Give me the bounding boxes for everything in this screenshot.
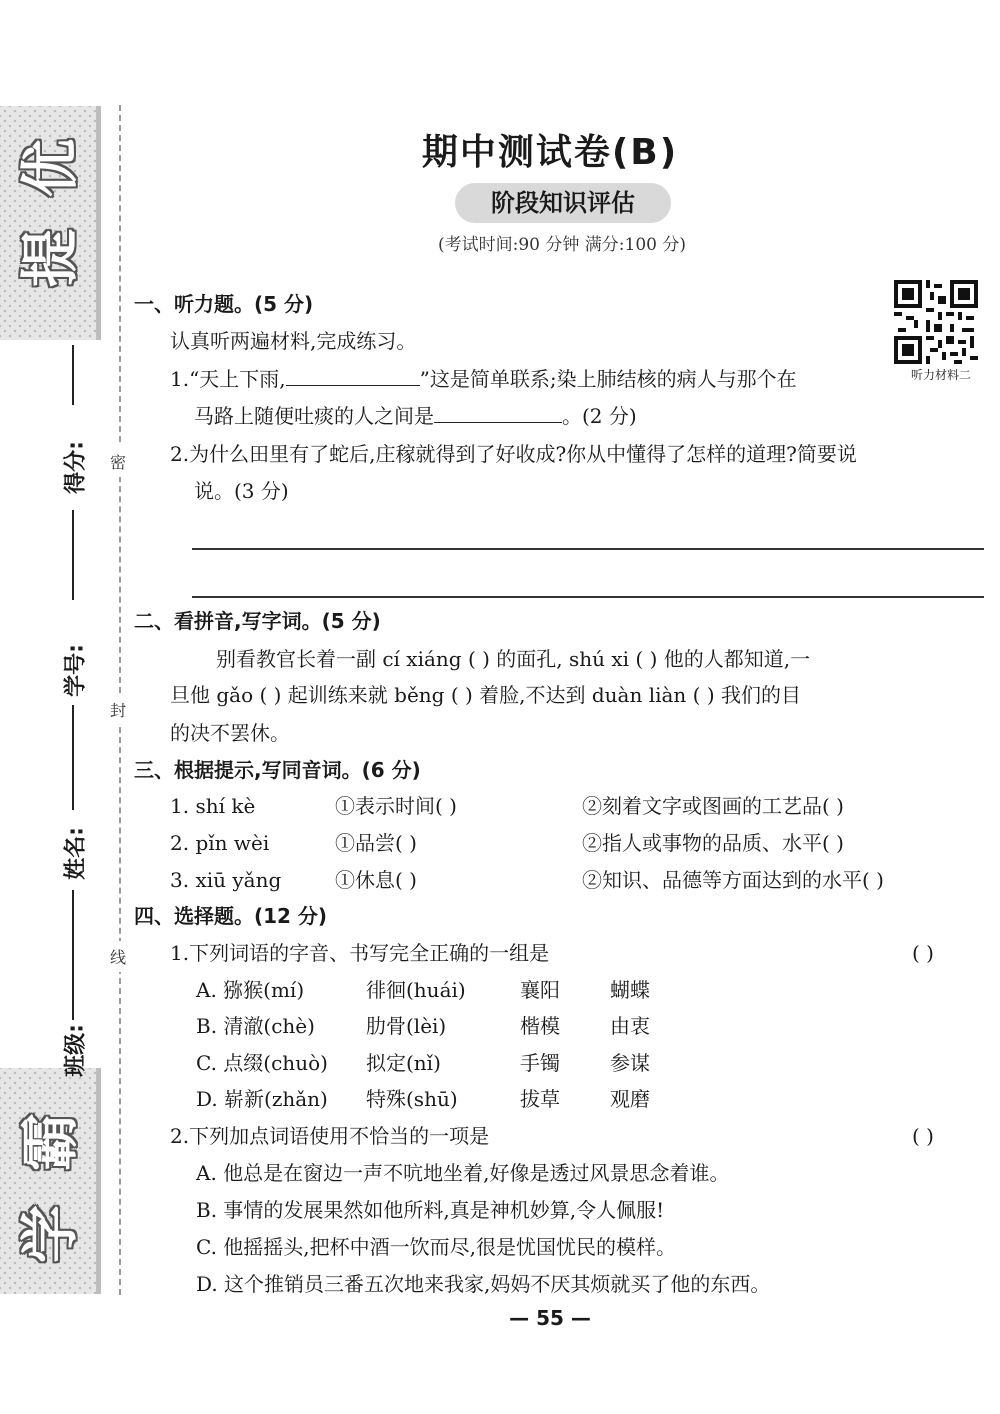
s4-question-2: 2.下列加点词语使用不恰当的一项是 bbox=[170, 1124, 490, 1148]
option-a-4: 蝴蝶 bbox=[610, 978, 650, 1002]
option-a-1: A. 猕猴(mí) bbox=[196, 978, 305, 1002]
s2-line-3: 的决不罢休。 bbox=[170, 721, 290, 745]
option-b-2: 肋骨(lèi) bbox=[366, 1014, 447, 1038]
field-rule bbox=[72, 345, 74, 405]
option-b-3: 楷模 bbox=[520, 1014, 560, 1038]
s3-row-3-num: 3. xiū yǎng bbox=[170, 868, 282, 892]
answer-bracket[interactable]: ( ) bbox=[912, 941, 934, 965]
option-c-1: C. 点缀(chuò) bbox=[196, 1051, 328, 1075]
s1-question-1: 1.“天上下雨, ”这是简单联系;染上肺结核的病人与那个在 bbox=[170, 367, 797, 391]
qr-caption: 听力材料二 bbox=[910, 368, 971, 382]
class-field-label: 班级: bbox=[63, 1024, 89, 1077]
s3-row-2-num: 2. pǐn wèi bbox=[170, 831, 270, 855]
s2-line-1: 别看教官长着一副 cí xiáng ( ) 的面孔, shú xi ( ) 他的人都知道,一 bbox=[216, 647, 811, 671]
s3-row-2-b: ②指人或事物的品质、水平( ) bbox=[582, 831, 844, 855]
option-b: B. 事情的发展果然如他所料,真是神机妙算,令人佩服! bbox=[196, 1198, 665, 1222]
option-d-3: 拔草 bbox=[520, 1087, 560, 1111]
option-d: D. 这个推销员三番五次地来我家,妈妈不厌其烦就买了他的东西。 bbox=[196, 1272, 771, 1296]
answer-blank[interactable] bbox=[286, 365, 420, 386]
option-b-4: 由衷 bbox=[610, 1014, 650, 1038]
page-number: — 55 — bbox=[509, 1306, 591, 1330]
s3-row-3-a: ①休息( ) bbox=[335, 868, 417, 892]
s3-row-1-a: ①表示时间( ) bbox=[335, 794, 457, 818]
answer-blank[interactable] bbox=[434, 402, 562, 423]
score-field-rule bbox=[72, 510, 74, 600]
section-4-heading: 四、选择题。(12 分) bbox=[134, 904, 328, 928]
option-c-3: 手镯 bbox=[520, 1051, 560, 1075]
s2-line-2: 旦他 gǎo ( ) 起训练来就 běng ( ) 着脸,不达到 duàn liàn ( ) 我们的目 bbox=[170, 683, 801, 707]
option-c-4: 参谋 bbox=[610, 1051, 650, 1075]
subtitle-badge: 阶段知识评估 bbox=[455, 183, 671, 223]
answer-bracket[interactable]: ( ) bbox=[912, 1124, 934, 1148]
seal-char: 密 bbox=[110, 446, 126, 477]
option-a-2: 徘徊(huái) bbox=[366, 978, 466, 1002]
page-title: 期中测试卷(B) bbox=[421, 132, 679, 173]
s1-instruction: 认真听两遍材料,完成练习。 bbox=[170, 329, 417, 353]
banner-char: 学 bbox=[16, 1205, 84, 1264]
qr-code-icon[interactable] bbox=[894, 280, 978, 364]
banner-edge bbox=[96, 1068, 101, 1294]
banner-char: 优 bbox=[16, 139, 84, 198]
option-d-1: D. 崭新(zhǎn) bbox=[196, 1087, 328, 1111]
s3-row-1-b: ②刻着文字或图画的工艺品( ) bbox=[582, 794, 844, 818]
seal-char: 封 bbox=[110, 694, 126, 725]
section-3-heading: 三、根据提示,写同音词。(6 分) bbox=[134, 758, 421, 782]
s1-question-2-cont: 说。(3 分) bbox=[194, 479, 289, 503]
s1-question-1-cont: 马路上随便吐痰的人之间是 。(2 分) bbox=[194, 404, 637, 428]
banner-char: 霸 bbox=[16, 1113, 84, 1172]
option-a-3: 襄阳 bbox=[520, 978, 560, 1002]
banner-char: 提 bbox=[16, 229, 84, 288]
section-1-heading: 一、听力题。(5 分) bbox=[134, 292, 314, 316]
option-c: C. 他摇摇头,把杯中酒一饮而尽,很是忧国忧民的模样。 bbox=[196, 1235, 677, 1259]
s3-row-3-b: ②知识、品德等方面达到的水平( ) bbox=[582, 868, 884, 892]
option-d-4: 观磨 bbox=[610, 1087, 650, 1111]
s3-row-2-a: ①品尝( ) bbox=[335, 831, 417, 855]
s1-question-2: 2.为什么田里有了蛇后,庄稼就得到了好收成?你从中懂得了怎样的道理?简要说 bbox=[170, 442, 857, 466]
exam-meta: (考试时间:90 分钟 满分:100 分) bbox=[437, 235, 686, 255]
name-field-rule bbox=[72, 890, 74, 1020]
option-a: A. 他总是在窗边一声不吭地坐着,好像是透过风景思念着谁。 bbox=[196, 1161, 730, 1185]
option-b-1: B. 清澈(chè) bbox=[196, 1014, 315, 1038]
section-2-heading: 二、看拼音,写字词。(5 分) bbox=[134, 609, 381, 633]
score-field-label: 得分: bbox=[63, 441, 89, 494]
answer-line[interactable] bbox=[192, 596, 984, 598]
student-no-field-label: 学号: bbox=[63, 644, 89, 697]
option-c-2: 拟定(nǐ) bbox=[366, 1051, 441, 1075]
student-no-field-rule bbox=[72, 705, 74, 810]
seal-char: 线 bbox=[110, 941, 126, 972]
answer-line[interactable] bbox=[192, 548, 984, 550]
name-field-label: 姓名: bbox=[63, 827, 89, 880]
margin-banner-bottom bbox=[0, 1068, 96, 1294]
s3-row-1-num: 1. shí kè bbox=[170, 794, 256, 818]
option-d-2: 特殊(shū) bbox=[366, 1087, 458, 1111]
s4-question-1: 1.下列词语的字音、书写完全正确的一组是 bbox=[170, 941, 550, 965]
